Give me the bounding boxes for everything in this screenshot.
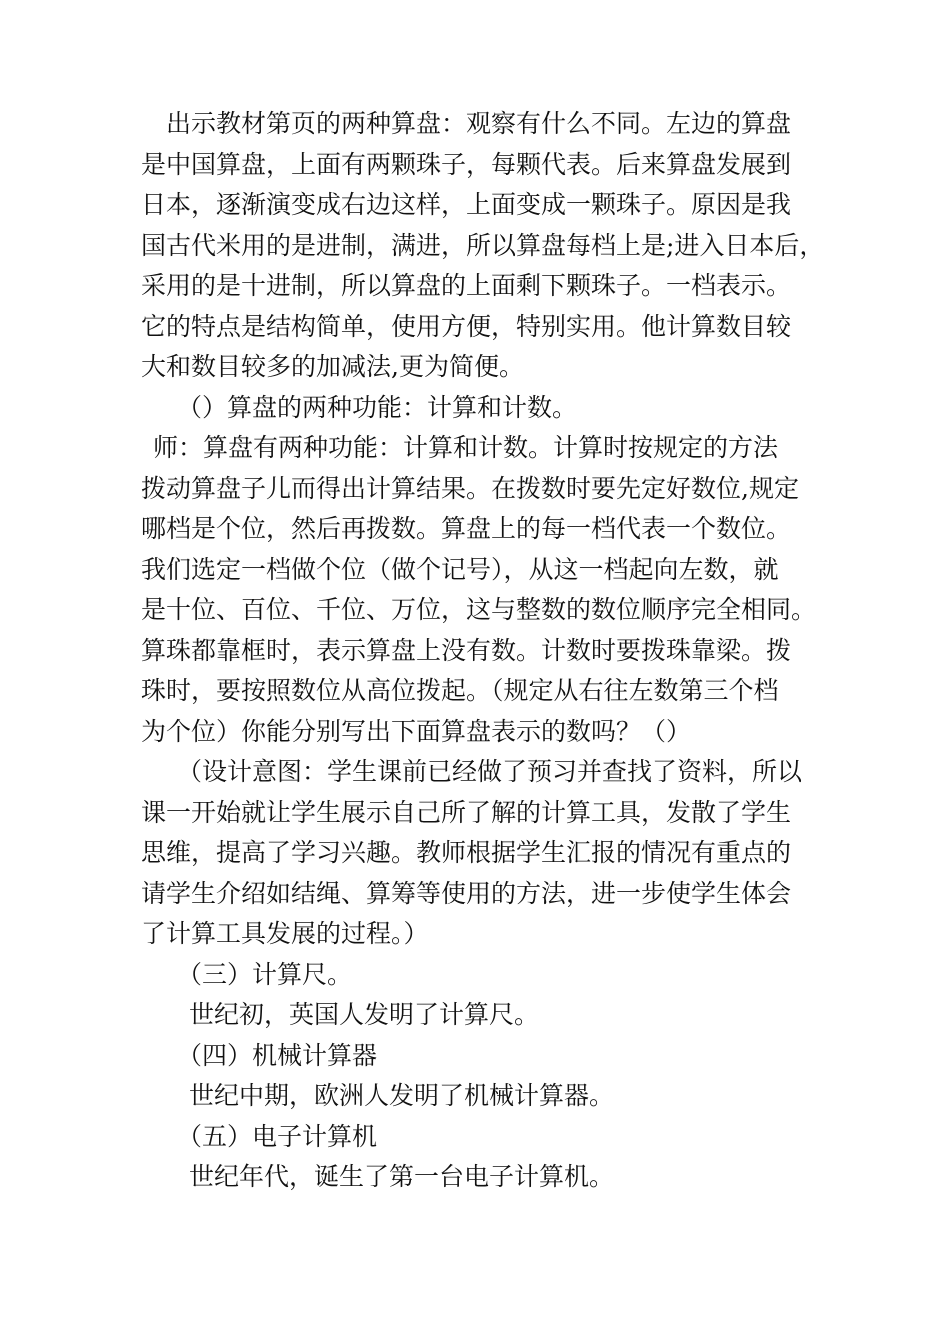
text-line: 大和数目较多的加减法,更为简便。 xyxy=(141,352,524,381)
text-line: 它的特点是结构简单，使用方便，特别实用。他计算数目较 xyxy=(141,311,792,341)
section-heading: （）算盘的两种功能：计算和计数。 xyxy=(177,392,578,422)
text-line: 请学生介绍如结绳、算筹等使用的方法，进一步使学生体会 xyxy=(141,878,792,908)
text-line: 珠时，要按照数位从高位拨起。（规定从右往左数第三个档 xyxy=(141,676,779,705)
text-line: 世纪中期，欧洲人发明了机械计算器。 xyxy=(189,1081,615,1110)
section-heading: （五）电子计算机 xyxy=(177,1121,378,1151)
text-line: 日本，逐渐演变成右边这样，上面变成一颗珠子。原因是我 xyxy=(141,190,792,219)
text-line: 是中国算盘，上面有两颗珠子，每颗代表。后来算盘发展到 xyxy=(141,149,792,179)
text-line: 哪档是个位，然后再拨数。算盘上的每一档代表一个数位。 xyxy=(141,514,792,543)
text-line: （设计意图：学生课前已经做了预习并查找了资料，所以 xyxy=(177,757,803,786)
text-line: 国古代米用的是进制，满进，所以算盘每档上是;进入日本后， xyxy=(141,230,825,260)
text-line: 拨动算盘子儿而得出计算结果。在拨数时要先定好数位,规定 xyxy=(141,473,799,503)
section-heading: （四）机械计算器 xyxy=(177,1040,378,1070)
text-line: 是十位、百位、千位、万位，这与整数的数位顺序完全相同。 xyxy=(141,595,817,624)
text-line: 课一开始就让学生展示自己所了解的计算工具，发散了学生 xyxy=(141,797,792,827)
text-line: 思维，提高了学习兴趣。教师根据学生汇报的情况有重点的 xyxy=(141,838,792,867)
text-line: 为个位）你能分别写出下面算盘表示的数吗？（） xyxy=(141,716,692,746)
text-line: 了计算工具发展的过程。） xyxy=(141,919,429,948)
text-line: 我们选定一档做个位（做个记号），从这一档起向左数，就 xyxy=(141,554,779,584)
document-body xyxy=(141,104,841,1198)
text-line: 世纪初，英国人发明了计算尺。 xyxy=(189,1000,540,1029)
text-line: 出示教材第页的两种算盘：观察有什么不同。左边的算盘 xyxy=(166,109,792,138)
section-heading: （三）计算尺。 xyxy=(177,959,353,989)
text-line: 算珠都靠框时，表示算盘上没有数。计数时要拨珠靠梁。拨 xyxy=(141,635,792,665)
text-line: 师：算盘有两种功能：计算和计数。计算时按规定的方法 xyxy=(153,433,779,462)
text-line: 世纪年代，诞生了第一台电子计算机。 xyxy=(189,1162,615,1191)
text-line: 采用的是十进制，所以算盘的上面剩下颗珠子。一档表示。 xyxy=(141,271,792,300)
